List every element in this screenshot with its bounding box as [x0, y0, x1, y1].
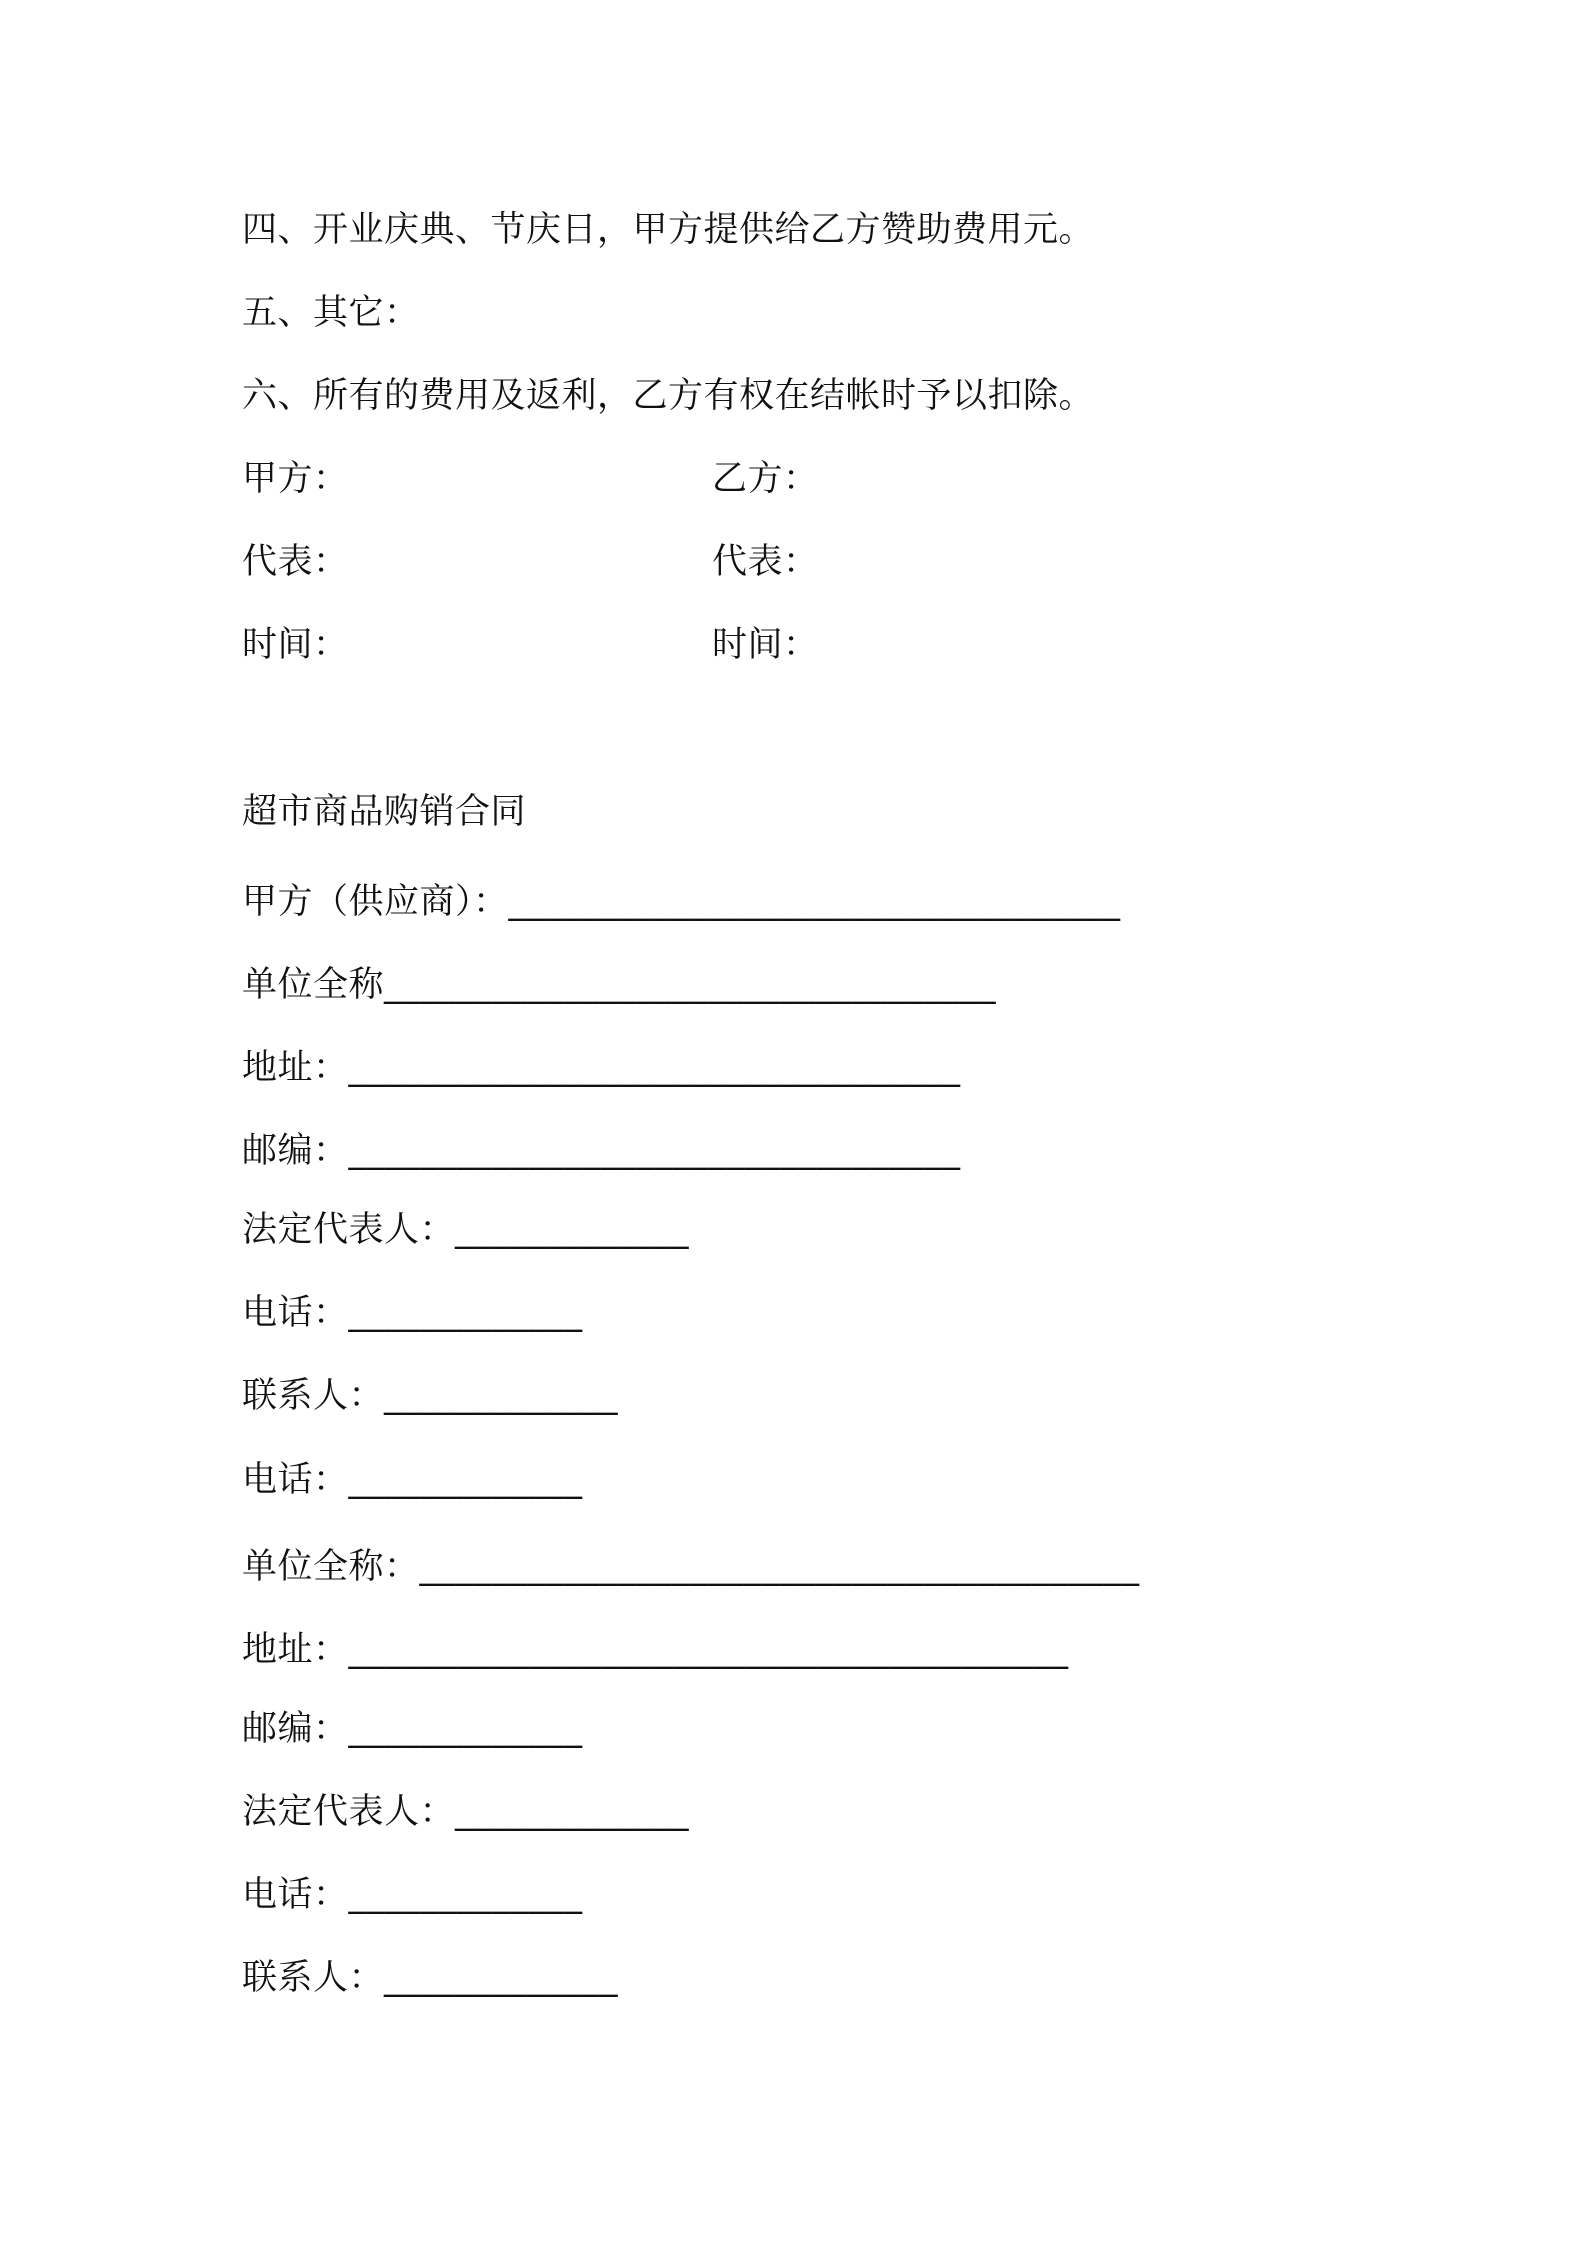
clause-4: 四、开业庆典、节庆日，甲方提供给乙方赞助费用元。: [242, 210, 1095, 250]
supplier-heading: 甲方（供应商）：__________________________________: [242, 882, 1121, 922]
rep-a-label: 代表：: [242, 542, 349, 582]
contract-title: 超市商品购销合同: [242, 792, 527, 832]
buyer-postcode: 邮编：_____________: [242, 1709, 583, 1749]
clause-5: 五、其它：: [242, 293, 420, 333]
supplier-contact: 联系人：_____________: [242, 1376, 619, 1416]
buyer-full-name: 单位全称：________________________________________: [242, 1547, 1140, 1587]
supplier-legal-rep: 法定代表人：_____________: [242, 1210, 690, 1250]
time-a-label: 时间：: [242, 625, 349, 665]
time-b-label: 时间：: [712, 625, 819, 665]
supplier-address: 地址：__________________________________: [242, 1048, 961, 1088]
clause-6: 六、所有的费用及返利，乙方有权在结帐时予以扣除。: [242, 376, 1095, 416]
supplier-phone: 电话：_____________: [242, 1293, 583, 1333]
buyer-phone: 电话：_____________: [242, 1875, 583, 1915]
rep-b-label: 代表：: [712, 542, 819, 582]
party-b-label: 乙方：: [712, 459, 819, 499]
buyer-contact: 联系人：_____________: [242, 1958, 619, 1998]
party-a-label: 甲方：: [242, 459, 349, 499]
buyer-legal-rep: 法定代表人：_____________: [242, 1792, 690, 1832]
supplier-phone-2: 电话：_____________: [242, 1460, 583, 1500]
supplier-full-name: 单位全称__________________________________: [242, 965, 997, 1005]
supplier-postcode: 邮编：__________________________________: [242, 1131, 961, 1171]
buyer-address: 地址：________________________________________: [242, 1630, 1069, 1670]
